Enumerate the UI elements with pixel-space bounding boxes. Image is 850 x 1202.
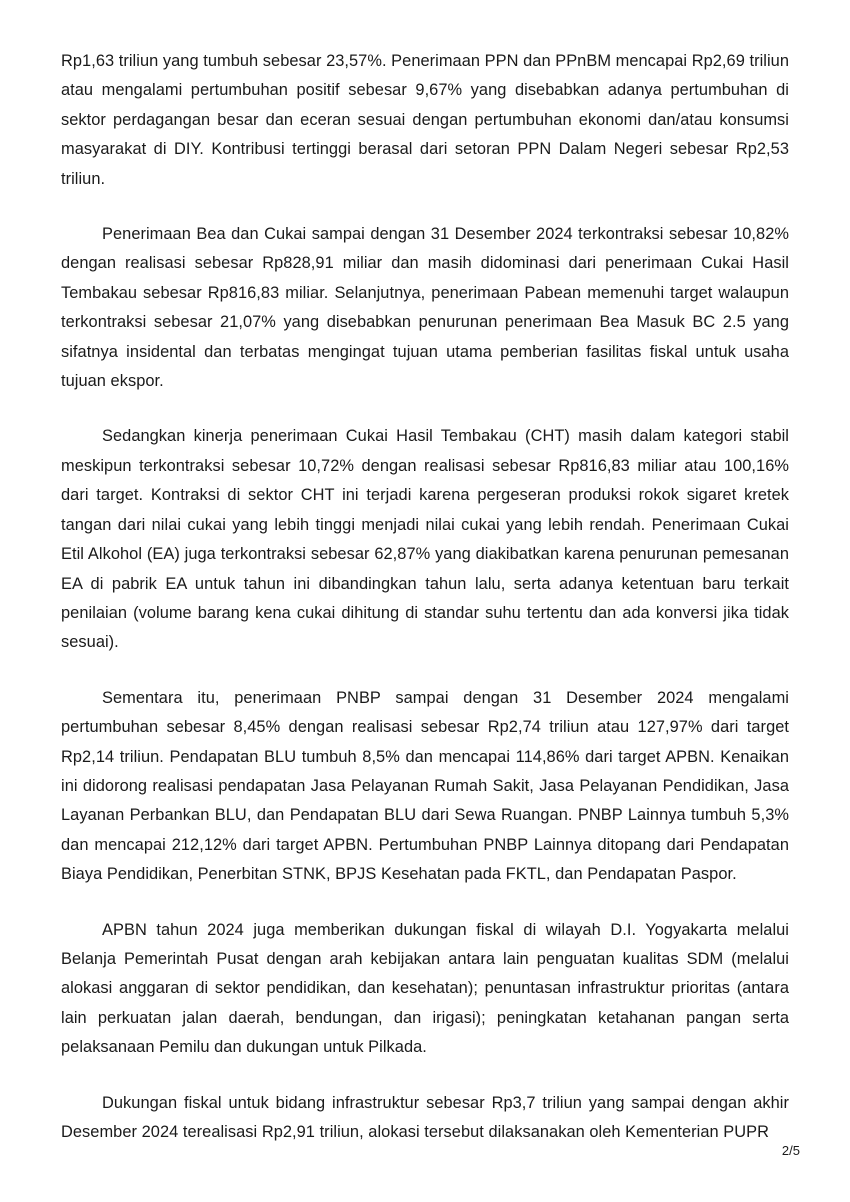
paragraph-apbn-dukungan-fiskal: APBN tahun 2024 juga memberikan dukungan fiskal di wilayah D.I. Yogyakarta melalui Belanja Pemerintah Pusat dengan arah kebijakan antara lain penguatan kualitas SDM (melalui alokasi anggaran di sektor pendidikan, dan kesehatan); penuntasan infrastruktur prioritas (antara lain perkuatan jalan daerah, bendungan, dan irigasi); peningkatan ketahanan pangan serta pelaksanaan Pemilu dan dukungan untuk Pilkada.: [61, 920, 789, 1057]
page-number: 2/5: [781, 1143, 800, 1158]
paragraph-pph-ppn-continuation: Rp1,63 triliun yang tumbuh sebesar 23,57%. Penerimaan PPN dan PPnBM mencapai Rp2,69 triliun atau mengalami pertumbuhan positif sebesar 9,67% yang disebabkan adanya pertumbuhan di sektor perdagangan besar dan eceran sesuai dengan pertumbuhan ekonomi dan/atau konsumsi masyarakat di DIY. Kontribusi tertinggi berasal dari setoran PPN Dalam Negeri sebesar Rp2,53 triliun.: [61, 52, 789, 188]
paragraph-infrastruktur: Dukungan fiskal untuk bidang infrastruktur sebesar Rp3,7 triliun yang sampai dengan akhir Desember 2024 terealisasi Rp2,91 triliun, alokasi tersebut dilaksanakan oleh Kementerian PUPR: [61, 1093, 789, 1141]
paragraph-pnbp: Sementara itu, penerimaan PNBP sampai dengan 31 Desember 2024 mengalami pertumbuhan sebesar 8,45% dengan realisasi sebesar Rp2,74 triliun atau 127,97% dari target Rp2,14 triliun. Pendapatan BLU tumbuh 8,5% dan mencapai 114,86% dari target APBN. Kenaikan ini didorong realisasi pendapatan Jasa Pelayanan Rumah Sakit, Jasa Pelayanan Pendidikan, Jasa Layanan Perbankan BLU, dan Pendapatan BLU dari Sewa Ruangan. PNBP Lainnya tumbuh 5,3% dan mencapai 212,12% dari target APBN. Pertumbuhan PNBP Lainnya ditopang dari Pendapatan Biaya Pendidikan, Penerbitan STNK, BPJS Kesehatan pada FKTL, dan Pendapatan Paspor.: [61, 688, 789, 884]
paragraph-cukai-hasil-tembakau: Sedangkan kinerja penerimaan Cukai Hasil Tembakau (CHT) masih dalam kategori stabil meskipun terkontraksi sebesar 10,72% dengan realisasi sebesar Rp816,83 miliar atau 100,16% dari target. Kontraksi di sektor CHT ini terjadi karena pergeseran produksi rokok sigaret kretek tangan dari nilai cukai yang lebih tinggi menjadi nilai cukai yang lebih rendah. Penerimaan Cukai Etil Alkohol (EA) juga terkontraksi sebesar 62,87% yang diakibatkan karena penurunan pemesanan EA di pabrik EA untuk tahun ini dibandingkan tahun lalu, serta adanya ketentuan baru terkait penilaian (volume barang kena cukai dihitung di standar suhu tertentu dan ada konversi jika tidak sesuai).: [61, 427, 789, 652]
document-body: [61, 47, 789, 1173]
paragraph-bea-cukai: Penerimaan Bea dan Cukai sampai dengan 31 Desember 2024 terkontraksi sebesar 10,82% dengan realisasi sebesar Rp828,91 miliar dan masih didominasi dari penerimaan Cukai Hasil Tembakau sebesar Rp816,83 miliar. Selanjutnya, penerimaan Pabean memenuhi target walaupun terkontraksi sebesar 21,07% yang disebabkan penurunan penerimaan Bea Masuk BC 2.5 yang sifatnya insidental dan terbatas mengingat tujuan utama pemberian fasilitas fiskal untuk usaha tujuan ekspor.: [61, 225, 789, 391]
